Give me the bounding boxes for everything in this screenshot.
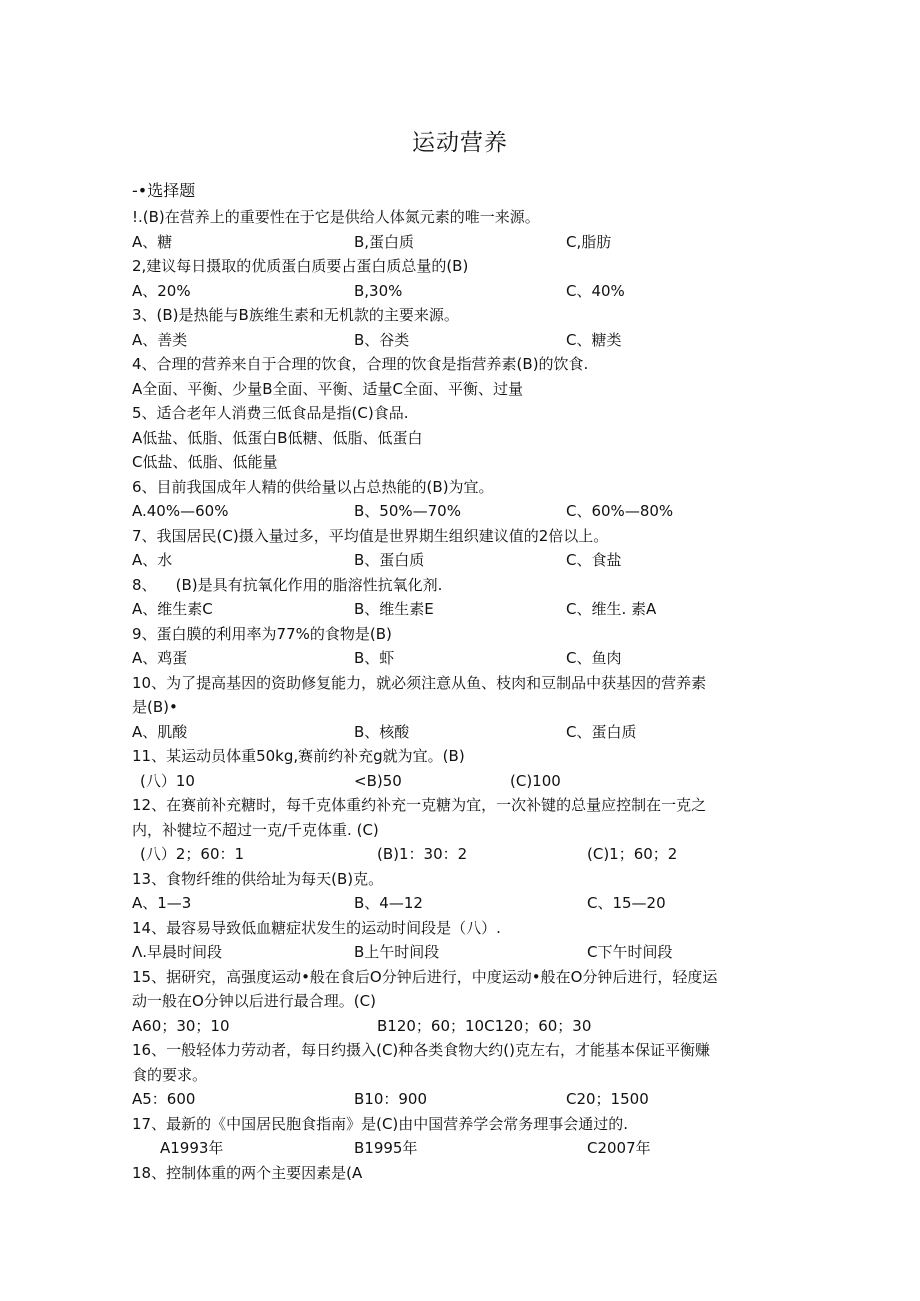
- question-2: 2,建议每日摄取的优质蛋白质要占蛋白质总量的(B): [132, 257, 469, 275]
- option-b: B、谷类: [354, 330, 410, 349]
- option-a: Λ.早晨时间段: [132, 943, 223, 961]
- question-7: 7、我国居民(C)摄入量过多，平均值是世界期生组织建议值的2倍以上。: [132, 526, 609, 545]
- option-a: A、维生素C: [132, 600, 213, 618]
- option-b: B、维生素E: [354, 600, 434, 618]
- option-a: A、善类: [132, 330, 188, 349]
- question-13: 13、食物纤维的供给址为每天(B)克。: [132, 869, 384, 888]
- section-heading: -•选择题: [132, 181, 196, 200]
- option-a: A1993年: [160, 1139, 224, 1157]
- option-b: B10：900: [354, 1090, 428, 1108]
- options-11: [132, 769, 792, 794]
- option-a: A5：600: [132, 1090, 196, 1108]
- option-b: B、50%—70%: [354, 502, 461, 520]
- question-15-cont: 动一般在O分钟以后进行最合理。(C): [132, 992, 376, 1010]
- question-list: [132, 205, 792, 1185]
- question-17: 17、最新的《中国居民胞食指南》是(C)由中国营养学会常务理事会通过的.: [132, 1114, 629, 1133]
- options-17: [132, 1136, 792, 1161]
- option-b: B1995年: [354, 1139, 418, 1157]
- option-b: B、4—12: [354, 894, 423, 912]
- option-c: (C)100: [510, 771, 561, 790]
- options-15: [132, 1014, 792, 1039]
- option-a: A、肌酸: [132, 722, 188, 741]
- question-15: 15、据研究，高强度运动•般在食后O分钟后进行，中度运动•般在O分钟后进行，轻度运: [132, 967, 718, 986]
- options-10: [132, 720, 792, 745]
- option-b: B上午时间段: [354, 943, 440, 961]
- option-c: C下午时间段: [587, 943, 673, 961]
- options-6: [132, 499, 792, 524]
- option-b: B、蛋白质: [354, 551, 425, 569]
- page-title: 运动营养: [412, 130, 508, 156]
- option-b: (B)1：30：2: [377, 845, 468, 863]
- question-9: 9、蛋白膜的利用率为77%的食物是(B): [132, 624, 392, 643]
- option-a: A、鸡蛋: [132, 649, 188, 667]
- option-c: C、糖类: [566, 330, 622, 349]
- option-b: B,30%: [354, 281, 403, 300]
- options-12: [132, 842, 792, 867]
- option-b: B、虾: [354, 649, 395, 667]
- option-b: B,蛋白质: [354, 232, 415, 251]
- option-a: A、糖: [132, 232, 173, 251]
- options-2: [132, 279, 792, 304]
- option-c: C、40%: [566, 281, 625, 300]
- options-8: [132, 597, 792, 622]
- question-1: !.(B)在营养上的重要性在于它是供给人体氮元素的唯一来源。: [132, 208, 540, 226]
- option-c: C、蛋白质: [566, 722, 637, 741]
- option-a: A、20%: [132, 281, 191, 300]
- options-5b: C低盐、低脂、低能量: [132, 453, 278, 471]
- option-a: A、1—3: [132, 894, 192, 912]
- option-a: A、水: [132, 551, 173, 569]
- options-3: [132, 328, 792, 353]
- option-a: A60；30；10: [132, 1016, 230, 1035]
- question-6: 6、目前我国成年人精的供给量以占总热能的(B)为宜。: [132, 477, 494, 496]
- option-c: C、食盐: [566, 551, 622, 569]
- option-a: A.40%—60%: [132, 502, 229, 520]
- option-a: (八）10: [140, 771, 195, 790]
- question-4: 4、合理的营养来自于合理的饮食，合理的饮食是指营养素(B)的饮食.: [132, 355, 589, 373]
- option-c: (C)1；60；2: [587, 845, 678, 863]
- options-16: [132, 1087, 792, 1112]
- option-c: C20；1500: [566, 1090, 649, 1108]
- question-14: 14、最容易导致低血糖症状发生的运动时间段是（八）.: [132, 918, 501, 937]
- options-14: [132, 940, 792, 965]
- option-a: (八）2；60：1: [140, 845, 245, 863]
- options-9: [132, 646, 792, 671]
- question-3: 3、(B)是热能与B族维生素和无机款的主要来源。: [132, 306, 459, 324]
- options-1: [132, 230, 792, 255]
- option-b: B、核酸: [354, 722, 410, 741]
- option-b: B120；60；10C120；60；30: [377, 1016, 592, 1035]
- option-c: C、15—20: [587, 894, 666, 912]
- question-11: 11、某运动员体重50kg,赛前约补充g就为宜。(B): [132, 747, 465, 765]
- options-4: A全面、平衡、少量B全面、平衡、适量C全面、平衡、过量: [132, 379, 524, 398]
- option-c: C2007年: [587, 1139, 651, 1157]
- question-8: 8、 (B)是具有抗氧化作用的脂溶性抗氧化剂.: [132, 575, 443, 594]
- option-c: C、维生. 素A: [566, 600, 657, 618]
- option-b: <B)50: [354, 771, 402, 790]
- question-16: 16、一般轻体力劳动者，每日约摄入(C)种各类食物大约()克左右，才能基本保证平衡赚: [132, 1041, 710, 1059]
- options-7: [132, 548, 792, 573]
- question-5: 5、适合老年人消费三低食品是指(C)食品.: [132, 404, 409, 422]
- question-18: 18、控制体重的两个主要因素是(A: [132, 1163, 363, 1182]
- question-10: 10、为了提高基因的资助修复能力，就必须注意从鱼、枝肉和豆制品中获基因的营养素: [132, 673, 707, 692]
- options-5a: A低盐、低脂、低蛋白B低糖、低脂、低蛋白: [132, 428, 423, 447]
- option-c: C,脂肪: [566, 232, 612, 251]
- question-12: 12、在赛前补充糖时，每千克体重约补充一克糖为宜，一次补键的总量应控制在一克之: [132, 796, 707, 814]
- option-c: C、鱼肉: [566, 649, 622, 667]
- question-10-cont: 是(B)•: [132, 698, 178, 716]
- question-16-cont: 食的要求。: [132, 1065, 208, 1084]
- options-13: [132, 891, 792, 916]
- option-c: C、60%—80%: [566, 502, 674, 520]
- question-12-cont: 内，补犍垃不超过一克/千克体重. (C): [132, 820, 379, 839]
